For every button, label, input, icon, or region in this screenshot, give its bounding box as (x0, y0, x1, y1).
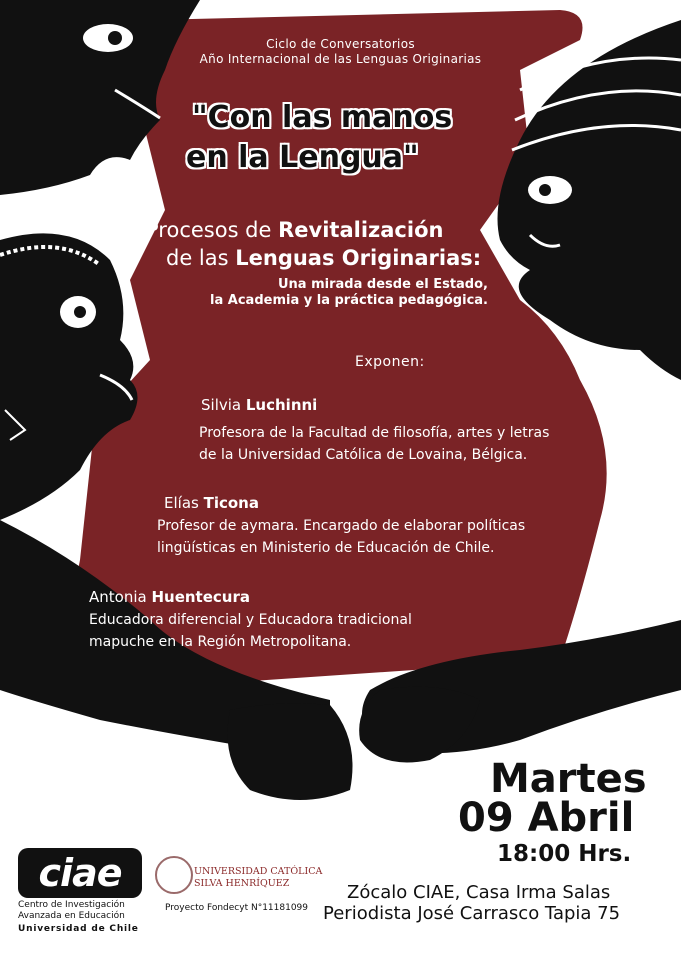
speaker-desc-3a: Educadora diferencial y Educadora tradicional (89, 612, 412, 628)
topic-line-2-bold: Lenguas Originarias: (235, 246, 482, 270)
ciae-line-3: Universidad de Chile (18, 924, 139, 934)
ciae-logo: ciae (18, 848, 142, 898)
header-line-2: Año Internacional de las Lenguas Originarias (199, 52, 482, 66)
topic-line-2-prefix: de las (166, 246, 236, 270)
event-day: Martes (490, 756, 647, 802)
speaker-desc-2b: lingüísticas en Ministerio de Educación de Chile. (157, 540, 495, 556)
speakers-heading: Exponen: (355, 354, 425, 370)
speaker-desc-3b: mapuche en la Región Metropolitana. (89, 634, 352, 650)
topic-subtitle-1: Una mirada desde el Estado, (278, 277, 488, 292)
fondecyt-text: Proyecto Fondecyt N°11181099 (165, 903, 309, 913)
speaker-last-name: Huentecura (151, 588, 250, 606)
topic-line-1-prefix: Procesos de (146, 218, 279, 242)
ucsh-line-1: UNIVERSIDAD CATÓLICA (194, 866, 323, 877)
topic-subtitle-2: la Academia y la práctica pedagógica. (210, 293, 488, 308)
title-line-1: "Con las manos (192, 100, 453, 135)
speaker-last-name: Luchinni (245, 396, 318, 414)
speaker-last-name: Ticona (203, 494, 259, 512)
hand-left (228, 703, 353, 800)
ucsh-seal-icon (155, 856, 193, 894)
event-venue-1: Zócalo CIAE, Casa Irma Salas (347, 882, 611, 903)
ciae-line-2: Avanzada en Educación (18, 911, 125, 921)
topic-line-1 (146, 218, 443, 242)
ciae-line-1: Centro de Investigación (18, 900, 125, 910)
header-line-1: Ciclo de Conversatorios (266, 37, 415, 51)
speaker-desc-1b: de la Universidad Católica de Lovaina, Bélgica. (199, 447, 528, 463)
speaker-name-1 (201, 396, 317, 414)
speaker-first-name: Elías (164, 494, 204, 512)
topic-line-2 (166, 246, 481, 270)
title-line-2: en la Lengua" (186, 140, 419, 175)
ucsh-line-2: SILVA HENRÍQUEZ (194, 878, 290, 889)
event-date: 09 Abril (458, 795, 635, 841)
topic-line-1-bold: Revitalización (278, 218, 444, 242)
event-venue-2: Periodista José Carrasco Tapia 75 (323, 903, 621, 924)
speaker-desc-2a: Profesor de aymara. Encargado de elaborar políticas (157, 518, 526, 534)
speaker-desc-1a: Profesora de la Facultad de filosofía, artes y letras (199, 425, 550, 441)
speaker-first-name: Silvia (201, 396, 246, 414)
speaker-name-2 (164, 494, 259, 512)
event-time: 18:00 Hrs. (497, 841, 632, 867)
speaker-first-name: Antonia (89, 588, 152, 606)
speaker-name-3 (89, 588, 250, 606)
